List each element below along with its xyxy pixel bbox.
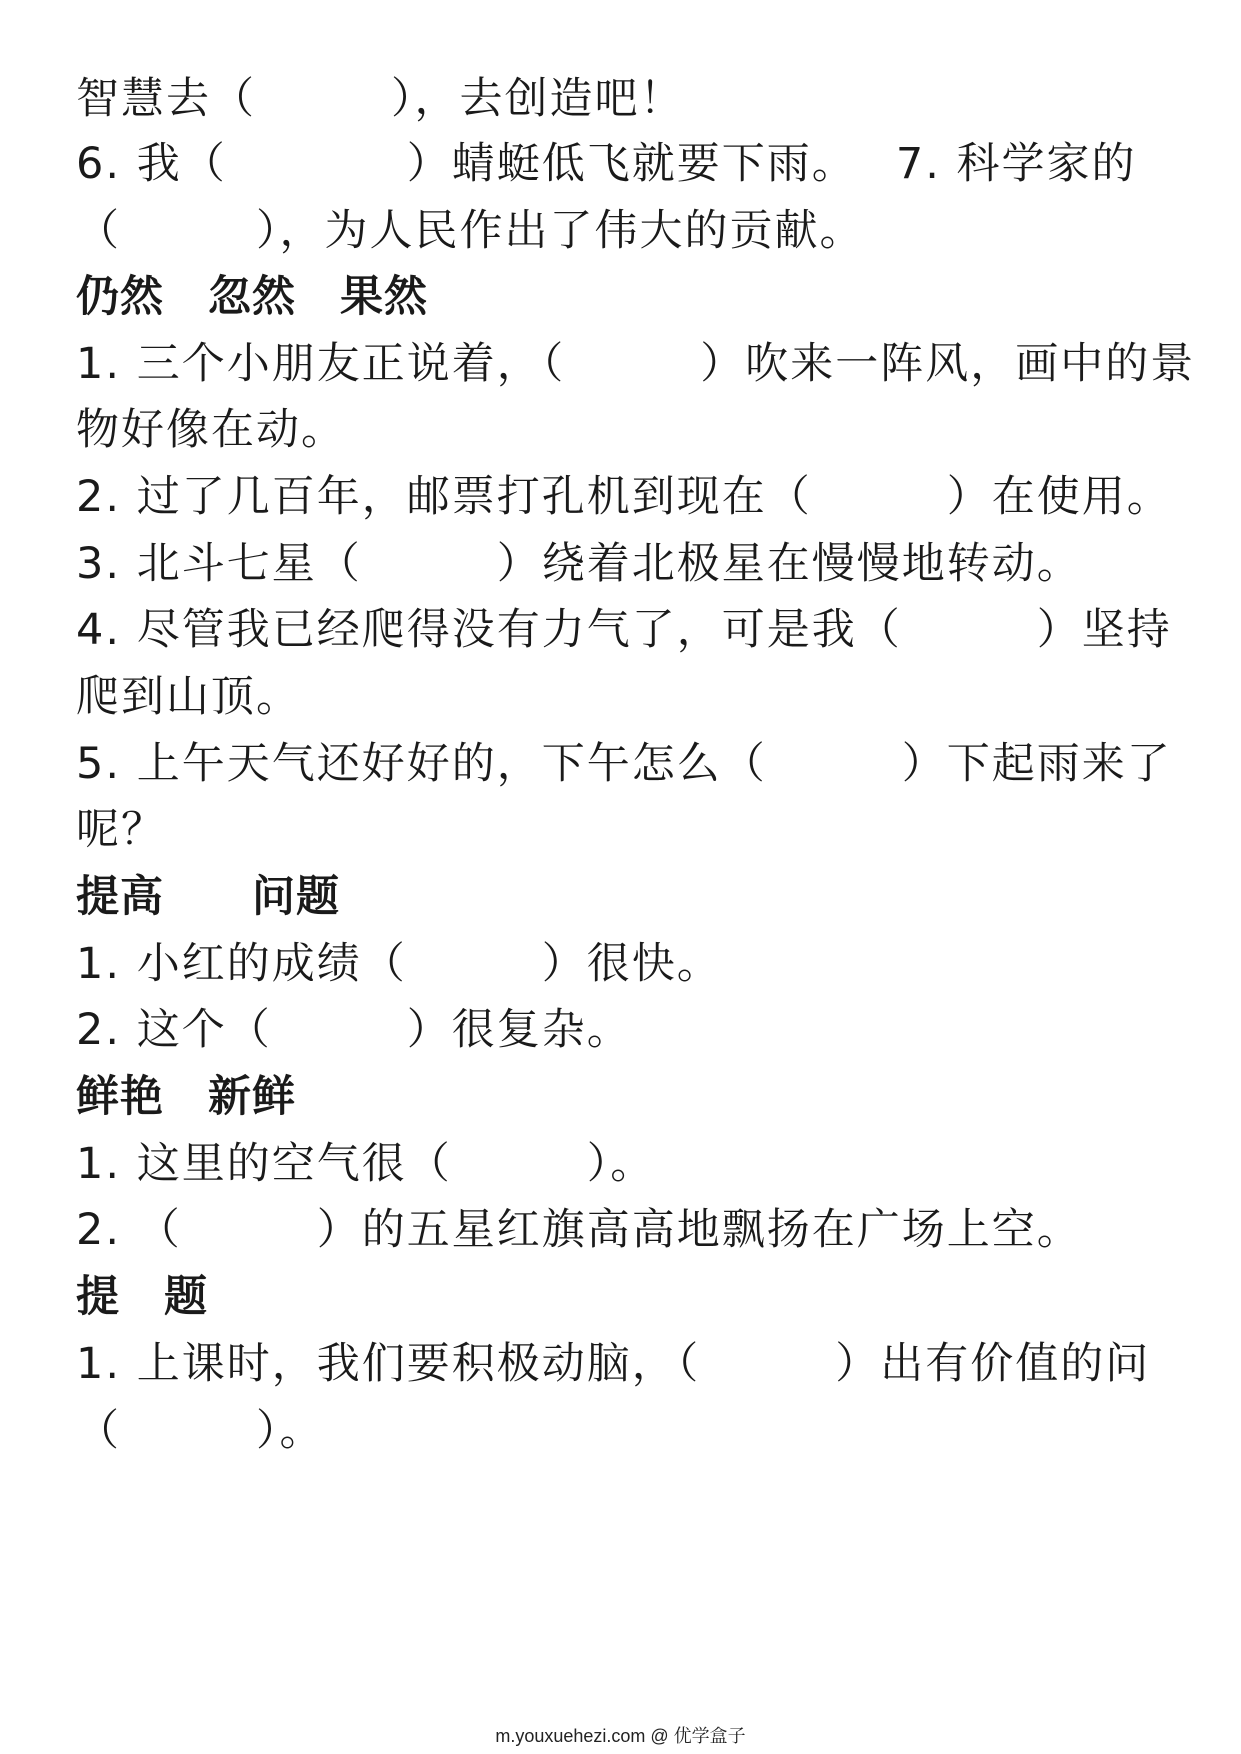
footer-watermark: m.youxuehezi.com @ 优学盒子 xyxy=(495,1726,746,1746)
question-1: 1. 三个小朋友正说着，（ ）吹来一阵风，画中的景 xyxy=(76,339,1196,389)
question-4: 4. 尽管我已经爬得没有力气了，可是我（ ）坚持 xyxy=(76,605,1172,655)
question-1: 1. 上课时，我们要积极动脑，（ ）出有价值的问 xyxy=(76,1339,1151,1389)
question-6-7: 6. 我（ ）蜻蜓低飞就要下雨。 7. 科学家的 xyxy=(76,139,1137,189)
text-line: 物好像在动。 xyxy=(76,405,346,455)
question-5: 5. 上午天气还好好的，下午怎么（ ）下起雨来了 xyxy=(76,739,1172,789)
text-line: 智慧去（ ），去创造吧！ xyxy=(76,74,685,124)
word-group-heading: 鲜艳 新鲜 xyxy=(76,1072,296,1122)
text-line: （ ）。 xyxy=(76,1406,325,1456)
question-3: 3. 北斗七星（ ）绕着北极星在慢慢地转动。 xyxy=(76,539,1082,589)
text-line: （ ），为人民作出了伟大的贡献。 xyxy=(76,206,865,256)
question-2: 2. 过了几百年，邮票打孔机到现在（ ）在使用。 xyxy=(76,472,1172,522)
word-group-heading: 仍然 忽然 果然 xyxy=(76,272,428,322)
question-1: 1. 小红的成绩（ ）很快。 xyxy=(76,939,722,989)
question-1: 1. 这里的空气很（ ）。 xyxy=(76,1139,656,1189)
word-group-heading: 提 题 xyxy=(76,1272,208,1322)
question-2: 2. 这个（ ）很复杂。 xyxy=(76,1005,632,1055)
question-2: 2. （ ）的五星红旗高高地飘扬在广场上空。 xyxy=(76,1205,1082,1255)
text-line: 爬到山顶。 xyxy=(76,672,301,722)
text-line: 呢？ xyxy=(76,805,166,855)
word-group-heading: 提高 问题 xyxy=(76,872,340,922)
